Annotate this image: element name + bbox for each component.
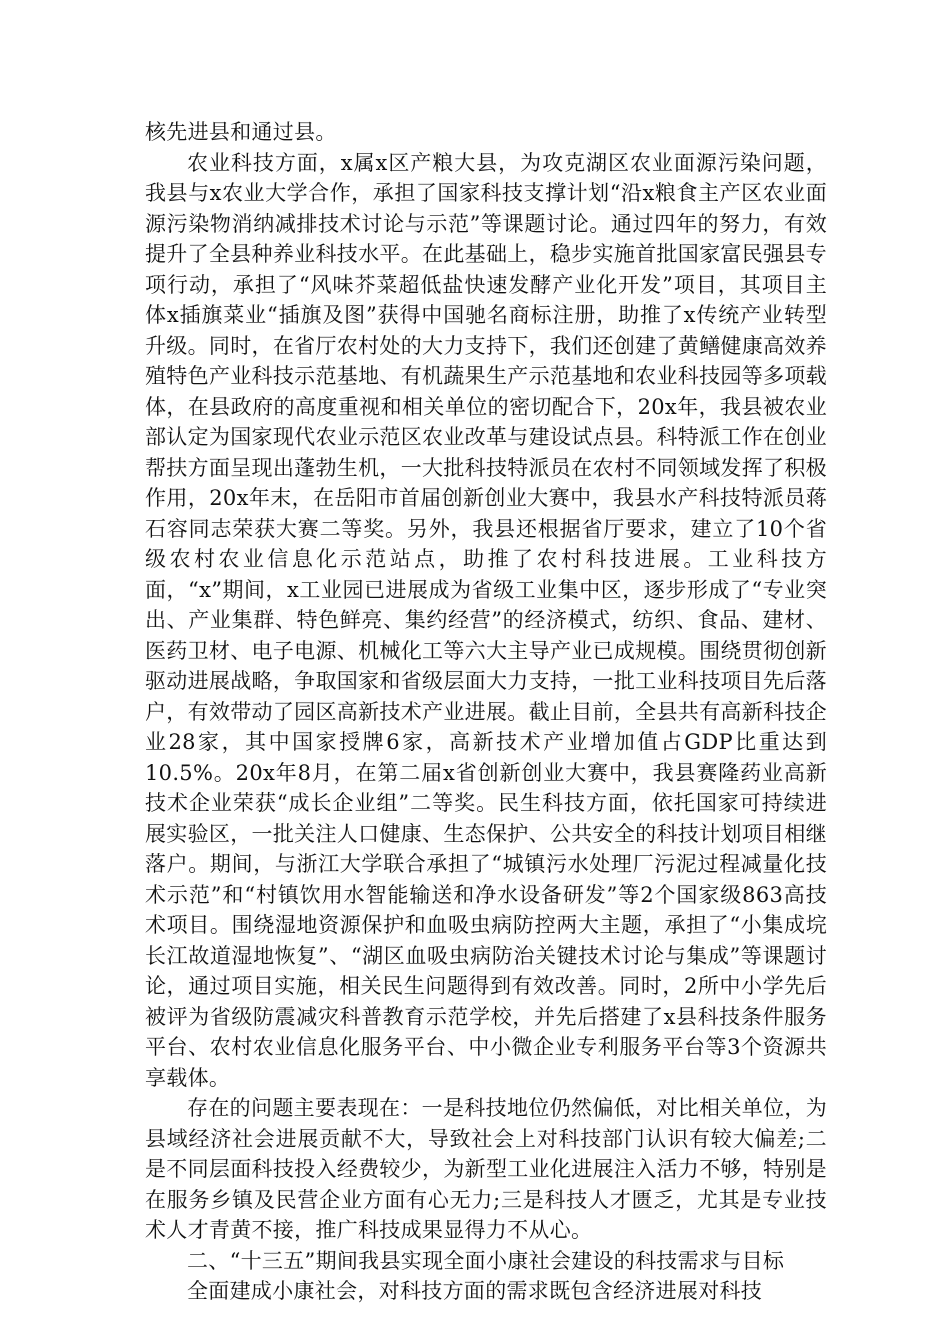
paragraph-problems: 存在的问题主要表现在：一是科技地位仍然偏低，对比相关单位，为县域经济社会进展贡献不大，导致社会上对科技部门认识有较大偏差;二是不同层面科技投入经费较少，为新型工业化进展注入活力不够，特别是在服务乡镇及民营企业方面有心无力;三是科技人才匮乏，尤其是专业技术人才青黄不接，推广科技成果显得力不从心。 — [145, 1096, 827, 1242]
section-heading: 二、“十三五”期间我县实现全面小康社会建设的科技需求与目标 — [187, 1248, 785, 1273]
paragraph-needs: 全面建成小康社会，对科技方面的需求既包含经济进展对科技 — [187, 1279, 763, 1303]
paragraph-continuation: 核先进县和通过县。 — [145, 120, 337, 144]
paragraph-tech-achievements: 农业科技方面，x属x区产粮大县，为攻克湖区农业面源污染问题，我县与x农业大学合作，承担了国家科技支撑计划“沿x粮食主产区农业面源污染物消纳减排技术讨论与示范”等课题讨论。通过四年的努力，有效提升了全县种养业科技水平。在此基础上，稳步实施首批国家富民强县专项行动，承担了“风味芥菜超低盐快速发酵产业化开发”项目，其项目主体x插旗菜业“插旗及图”获得中国驰名商标注册，助推了x传统产业转型升级。同时，在省厅农村处的大力支持下，我们还创建了黄鳝健康高效养殖特色产业科技示范基地、有机蔬果生产示范基地和农业科技园等多项载体，在县政府的高度重视和相关单位的密切配合下，20x年，我县被农业部认定为国家现代农业示范区农业改革与建设试点县。科特派工作在创业帮扶方面呈现出蓬勃生机，一大批科技特派员在农村不同领域发挥了积极作用，20x年末，在岳阳市首届创新创业大赛中，我县水产科技特派员蒋石容同志荣获大赛二等奖。另外，我县还根据省厅要求，建立了10个省级农村农业信息化示范站点，助推了农村科技进展。工业科技方面，“x”期间，x工业园已进展成为省级工业集中区，逐步形成了“专业突出、产业集群、特色鲜亮、集约经营”的经济模式，纺织、食品、建材、医药卫材、电子电源、机械化工等六大主导产业已成规模。围绕贯彻创新驱动进展战略，争取国家和省级层面大力支持，一批工业科技项目先后落户，有效带动了园区高新技术产业进展。截止目前，全县共有高新科技企业28家，其中国家授牌6家，高新技术产业增加值占GDP比重达到10.5%。20x年8月，在第二届x省创新创业大赛中，我县赛隆药业高新技术企业荣获“成长企业组”二等奖。民生科技方面，依托国家可持续进展实验区，一批关注人口健康、生态保护、公共安全的科技计划项目相继落户。期间，与浙江大学联合承担了“城镇污水处理厂污泥过程减量化技术示范”和“村镇饮用水智能输送和净水设备研发”等2个国家级863高技术项目。围绕湿地资源保护和血吸虫病防控两大主题，承担了“小集成垸长江故道湿地恢复”、“湖区血吸虫病防治关键技术讨论与集成”等课题讨论，通过项目实施，相关民生问题得到有效改善。同时，2所中小学先后被评为省级防震减灾科普教育示范学校，并先后搭建了x县科技条件服务平台、农村农业信息化服务平台、中小微企业专利服务平台等3个资源共享载体。 — [145, 150, 827, 1090]
document-page — [145, 117, 827, 1307]
